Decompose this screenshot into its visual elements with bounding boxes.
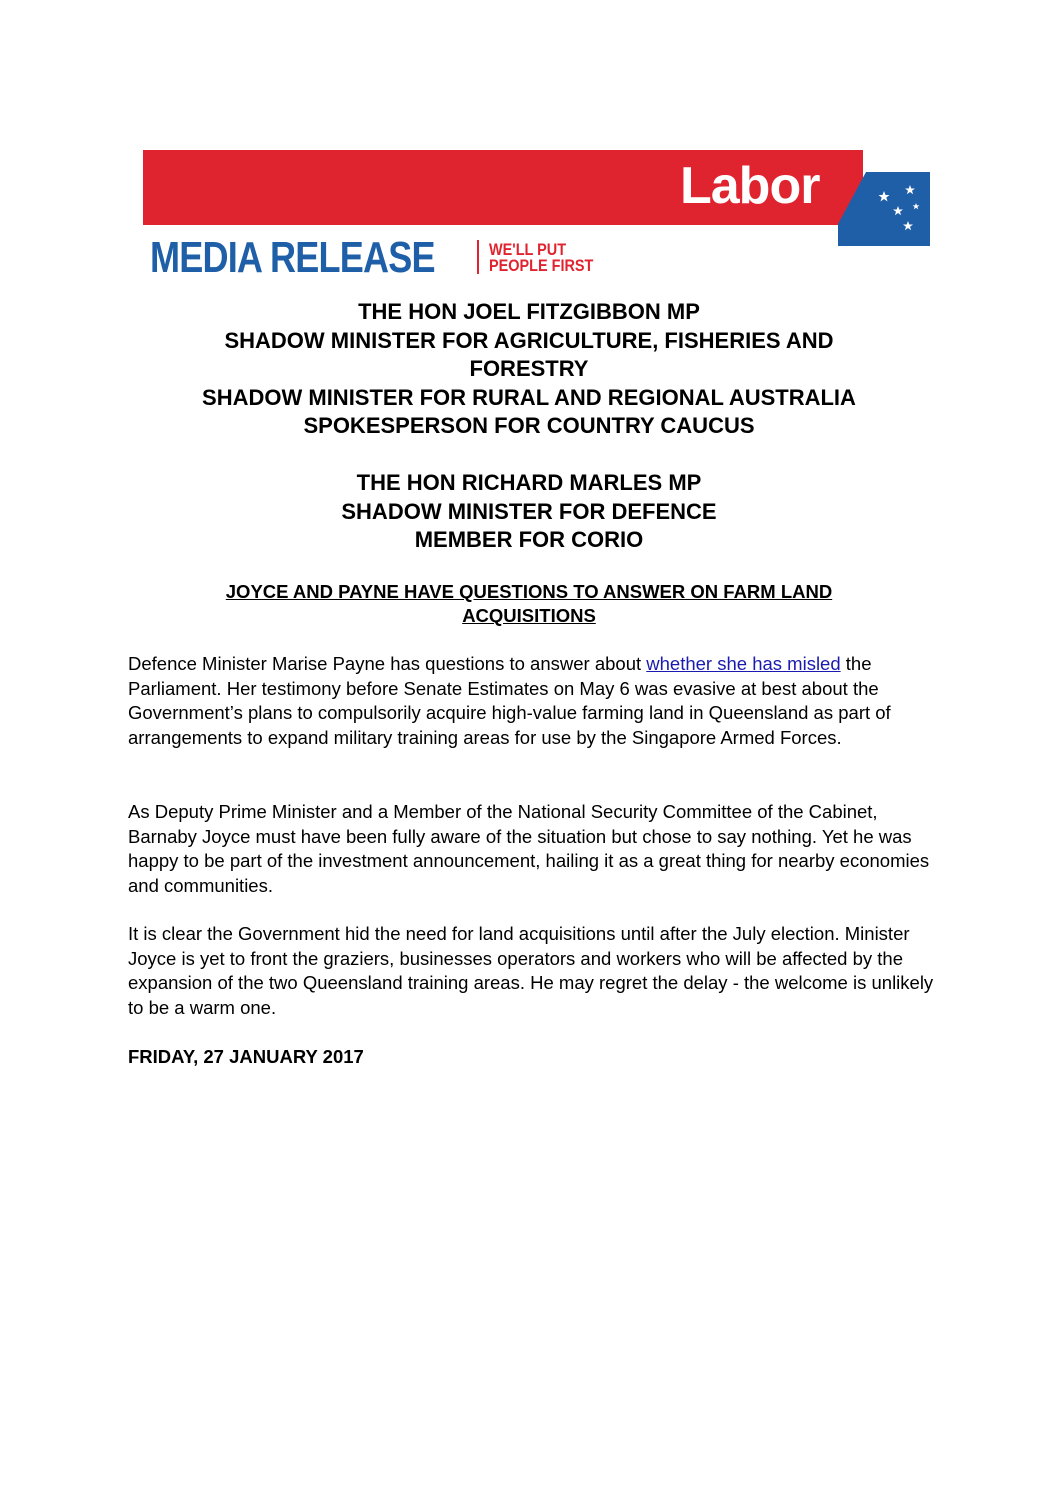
minister-line: SPOKESPERSON FOR COUNTRY CAUCUS bbox=[303, 413, 755, 438]
release-date: FRIDAY, 27 JANUARY 2017 bbox=[128, 1046, 364, 1067]
media-release-heading: MEDIA RELEASE bbox=[150, 233, 435, 282]
minister-block-fitzgibbon bbox=[120, 298, 938, 441]
southern-cross-flag-icon bbox=[838, 172, 930, 246]
minister-line: THE HON JOEL FITZGIBBON MP bbox=[358, 299, 700, 324]
p1-lead-text: Defence Minister Marise Payne has questions to answer about bbox=[128, 653, 647, 674]
tagline-line-1: WE'LL PUT bbox=[489, 240, 567, 259]
misled-link[interactable]: whether she has misled bbox=[646, 653, 841, 674]
release-headline bbox=[120, 580, 938, 628]
tagline bbox=[489, 242, 593, 274]
headline-line-1: JOYCE AND PAYNE HAVE QUESTIONS TO ANSWER ON FARM LAND bbox=[225, 581, 833, 602]
minister-line: SHADOW MINISTER FOR DEFENCE bbox=[341, 498, 717, 524]
labor-logo-text: Labor bbox=[680, 157, 820, 215]
minister-line: SHADOW MINISTER FOR RURAL AND REGIONAL AUSTRALIA bbox=[202, 384, 856, 410]
minister-line: FORESTRY bbox=[469, 356, 589, 381]
body-paragraph-1 bbox=[128, 652, 938, 750]
tagline-line-2: PEOPLE FIRST bbox=[489, 256, 594, 275]
headline-line-2: ACQUISITIONS bbox=[462, 605, 596, 626]
p1-rest-text: the Parliament. Her testimony before Senate Estimates on May 6 was evasive at best about the Government’s plans to compulsorily acquire high-value farming land in Queensland as part of arrangements to expand military training areas for use by the Singapore Armed Forces. bbox=[128, 653, 891, 748]
body-paragraph-2: As Deputy Prime Minister and a Member of the National Security Committee of the Cabinet, Barnaby Joyce must have been fully aware of the situation but chose to say nothing. Yet he was happy to be part of the investment announcement, hailing it as a great thing for nearby economies and communities. bbox=[128, 801, 930, 896]
minister-line: MEMBER FOR CORIO bbox=[414, 527, 644, 552]
minister-line: THE HON RICHARD MARLES MP bbox=[356, 470, 702, 495]
minister-block-marles bbox=[120, 469, 938, 555]
body-paragraph-3: It is clear the Government hid the need for land acquisitions until after the July election. Minister Joyce is yet to front the graziers, businesses operators and workers who will be affected by the expansion of the two Queensland training areas. He may regret the delay - the welcome is unlikely to be a warm one. bbox=[128, 923, 934, 1018]
header-divider bbox=[477, 240, 479, 274]
minister-line: SHADOW MINISTER FOR AGRICULTURE, FISHERIES AND bbox=[224, 327, 834, 353]
